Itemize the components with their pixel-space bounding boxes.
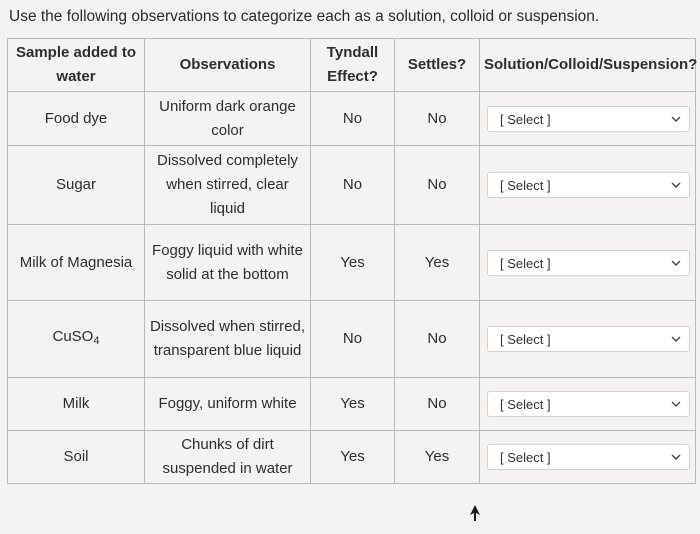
header-category: Solution/Colloid/Suspension?	[480, 39, 696, 92]
tyndall-cell: No	[311, 146, 395, 225]
select-label: [ Select ]	[500, 332, 551, 347]
header-observations: Observations	[145, 39, 311, 92]
sample-cell	[8, 301, 145, 378]
table-row	[8, 92, 696, 146]
category-select[interactable]	[487, 391, 690, 417]
instruction-text: Use the following observations to categorize each as a solution, colloid or suspension.	[9, 8, 600, 25]
settles-cell: Yes	[395, 431, 480, 484]
chevron-down-icon	[671, 327, 683, 353]
mouse-pointer-icon	[468, 504, 482, 522]
select-label: [ Select ]	[500, 178, 551, 193]
observation-cell: Dissolved completely when stirred, clear liquid	[145, 146, 311, 225]
settles-cell: No	[395, 378, 480, 431]
table-row	[8, 431, 696, 484]
observations-table	[7, 38, 696, 484]
category-select[interactable]	[487, 444, 690, 470]
select-label: [ Select ]	[500, 397, 551, 412]
observation-cell: Foggy, uniform white	[145, 378, 311, 431]
chevron-down-icon	[671, 173, 683, 199]
category-select[interactable]	[487, 106, 690, 132]
sample-formula: CuSO	[52, 328, 94, 345]
settles-cell: No	[395, 146, 480, 225]
tyndall-cell: Yes	[311, 431, 395, 484]
category-cell	[480, 146, 696, 225]
settles-cell: No	[395, 301, 480, 378]
header-sample: Sample added to water	[8, 39, 145, 92]
sample-formula-subscript: 4	[93, 335, 100, 347]
tyndall-cell: Yes	[311, 225, 395, 301]
header-tyndall: Tyndall Effect?	[311, 39, 395, 92]
select-label: [ Select ]	[500, 450, 551, 465]
category-cell	[480, 225, 696, 301]
observation-cell: Dissolved when stirred, transparent blue liquid	[145, 301, 311, 378]
settles-cell: No	[395, 92, 480, 146]
table-row	[8, 378, 696, 431]
category-cell	[480, 92, 696, 146]
sample-cell: Milk of Magnesia	[8, 225, 145, 301]
table-row	[8, 146, 696, 225]
select-label: [ Select ]	[500, 255, 551, 271]
category-select[interactable]	[487, 250, 690, 276]
sample-cell: Food dye	[8, 92, 145, 146]
sample-cell: Sugar	[8, 146, 145, 225]
category-select[interactable]	[487, 326, 690, 352]
tyndall-cell: No	[311, 301, 395, 378]
table-row	[8, 225, 696, 301]
chevron-down-icon	[671, 392, 683, 418]
chevron-down-icon	[671, 445, 683, 471]
sample-cell: Milk	[8, 378, 145, 431]
category-select[interactable]	[487, 172, 690, 198]
tyndall-cell: No	[311, 92, 395, 146]
category-cell	[480, 378, 696, 431]
tyndall-cell: Yes	[311, 378, 395, 431]
observation-cell: Chunks of dirt suspended in water	[145, 431, 311, 484]
chevron-down-icon	[671, 251, 683, 277]
header-settles: Settles?	[395, 39, 480, 92]
header-row	[8, 39, 696, 92]
table-row	[8, 301, 696, 378]
observation-cell: Foggy liquid with white solid at the bottom	[145, 225, 311, 301]
category-cell	[480, 431, 696, 484]
settles-cell: Yes	[395, 225, 480, 301]
select-label: [ Select ]	[500, 111, 551, 127]
category-cell	[480, 301, 696, 378]
observation-cell: Uniform dark orange color	[145, 92, 311, 146]
sample-cell: Soil	[8, 431, 145, 484]
chevron-down-icon	[671, 107, 683, 133]
